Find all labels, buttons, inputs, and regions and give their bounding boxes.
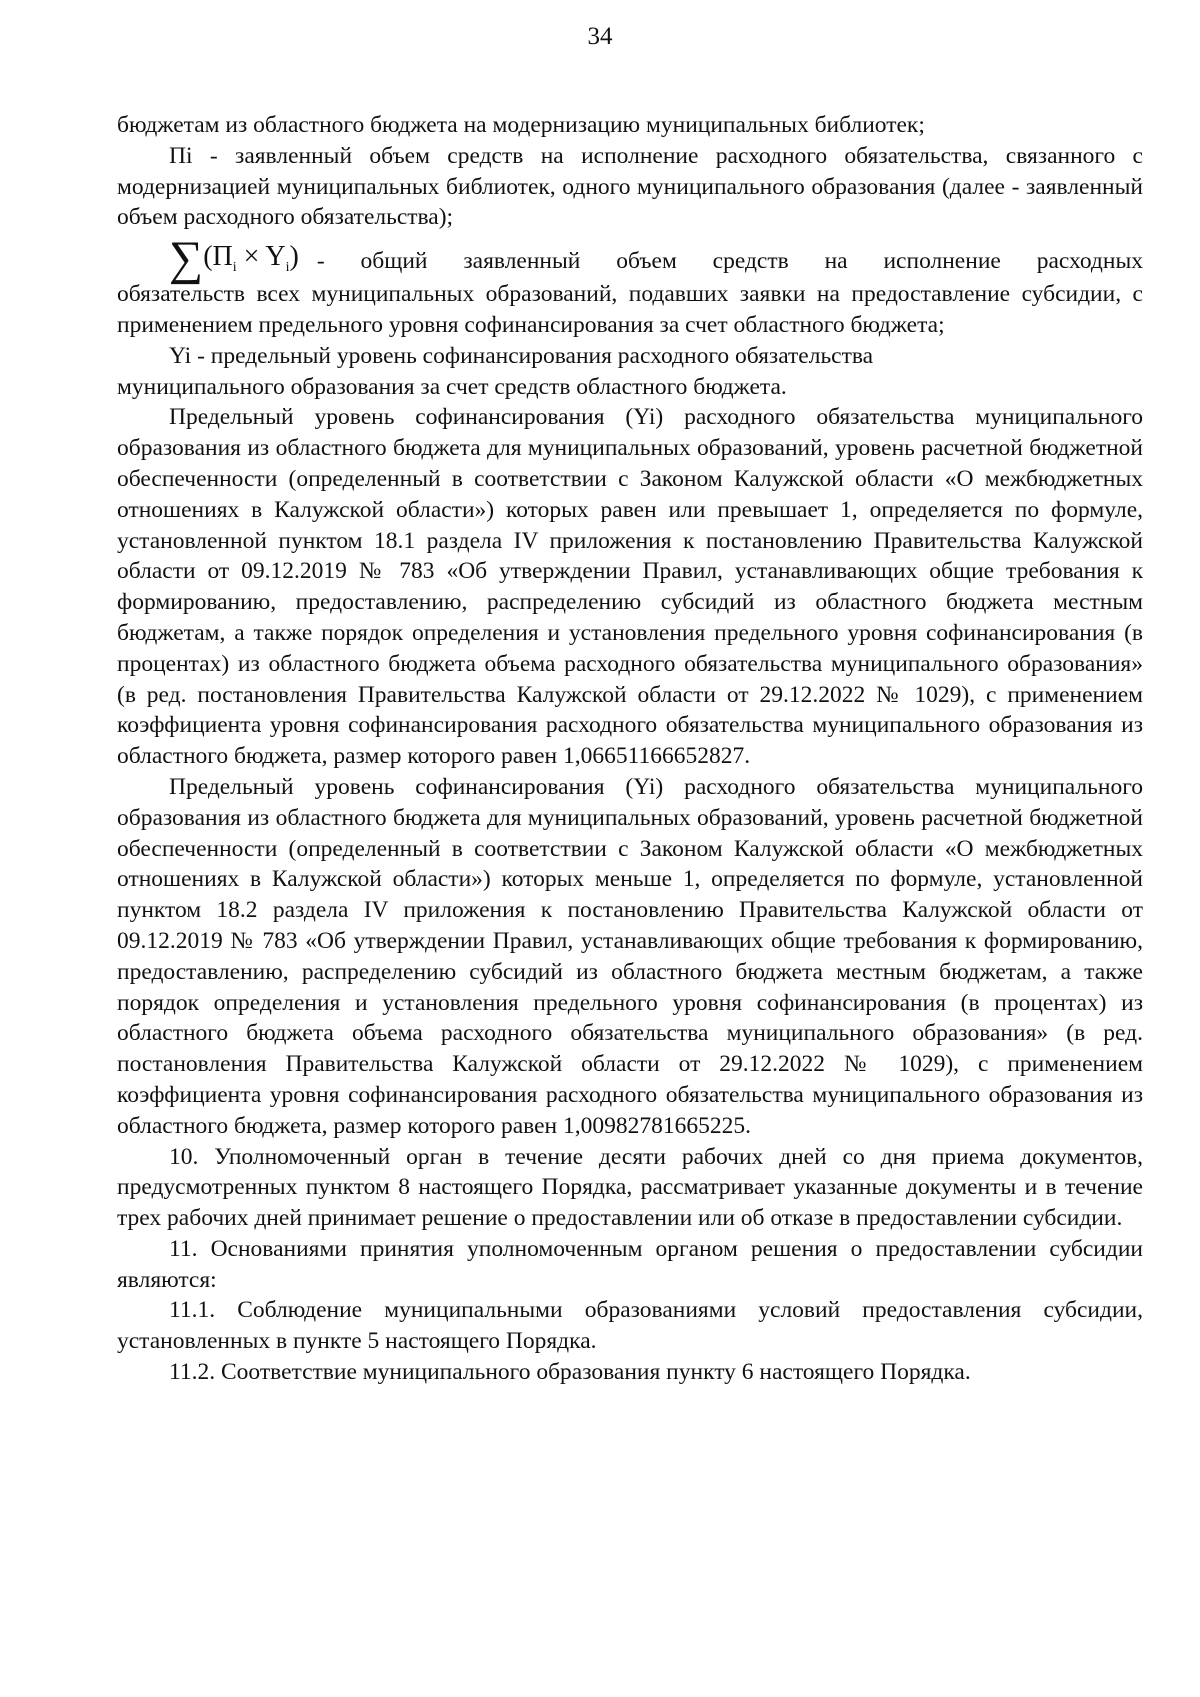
- formula-close: ): [289, 241, 299, 273]
- paragraph-limit-level-low: Предельный уровень софинансирования (Yi) расходного обязательства муниципального образования из областного бюджета для муниципальных образований, уровень расчетной бюджетной обеспеченности (определенный в соответствии с Законом Калужской области «О межбюджетных отношениях в Калужской области») которых меньше 1, определяется по формуле, установленной пунктом 18.2 раздела IV приложения к постановлению Правительства Калужской области от 09.12.2019 № 783 «Об утверждении Правил, устанавливающих общие требования к формированию, предоставлению, распределению субсидий из областного бюджета местным бюджетам, а также порядок определения и установления предельного уровня софинансирования (в процентах) из областного бюджета объема расходного обязательства муниципального образования» (в ред. постановления Правительства Калужской области от 29.12.2022 № 1029), с применением коэффициента уровня софинансирования расходного обязательства муниципального образования из областного бюджета, размер которого равен 1,00982781665225.: [117, 773, 1143, 1139]
- document-body: [117, 110, 1143, 1388]
- sigma-symbol: ∑: [169, 232, 204, 286]
- paragraph-item-10: 10. Уполномоченный орган в течение десяти рабочих дней со дня приема документов, предусмотренных пунктом 8 настоящего Порядка, рассматривает указанные документы и в течение трех рабочих дней принимает решение о предоставлении или об отказе в предоставлении субсидии.: [117, 1143, 1143, 1232]
- formula-description: - общий заявленный объем средств на исполнение расходных: [316, 248, 1143, 275]
- paragraph-item-11: 11. Основаниями принятия уполномоченным органом решения о предоставлении субсидии являются:: [117, 1235, 1143, 1293]
- formula-line: [117, 232, 1143, 286]
- formula-expression: [203, 243, 299, 275]
- formula-subscript-yi: i: [285, 260, 290, 276]
- paragraph-item-11-1: 11.1. Соблюдение муниципальными образованиями условий предоставления субсидии, установленных в пункте 5 настоящего Порядка.: [117, 1297, 1143, 1355]
- paragraph-pi-definition: Пi - заявленный объем средств на исполнение расходного обязательства, связанного с модернизацией муниципальных библиотек, одного муниципального образования (далее - заявленный объем расходного обязательства);: [117, 142, 1143, 231]
- paragraph-limit-level-high: Предельный уровень софинансирования (Yi) расходного обязательства муниципального образования из областного бюджета для муниципальных образований, уровень расчетной бюджетной обеспеченности (определенный в соответствии с Законом Калужской области «О межбюджетных отношениях в Калужской области») которых равен или превышает 1, определяется по формуле, установленной пунктом 18.1 раздела IV приложения к постановлению Правительства Калужской области от 09.12.2019 № 783 «Об утверждении Правил, устанавливающих общие требования к формированию, предоставлению, распределению субсидий из областного бюджета местным бюджетам, а также порядок определения и установления предельного уровня софинансирования (в процентах) из областного бюджета объема расходного обязательства муниципального образования» (в ред. постановления Правительства Калужской области от 29.12.2022 № 1029), с применением коэффициента уровня софинансирования расходного обязательства муниципального образования из областного бюджета, размер которого равен 1,06651166652827.: [117, 404, 1143, 770]
- formula-open: (П: [203, 241, 233, 273]
- formula-subscript-pi: i: [232, 260, 237, 276]
- page-number: 34: [587, 23, 613, 50]
- paragraph-yi-definition-first-line: Yi - предельный уровень софинансирования расходного обязательства: [169, 342, 874, 369]
- paragraph-yi-definition: муниципального образования за счет средств областного бюджета.: [117, 373, 787, 400]
- sum-formula: [169, 232, 299, 286]
- paragraph-item-11-2: 11.2. Соответствие муниципального образования пункту 6 настоящего Порядка.: [169, 1359, 971, 1386]
- paragraph-sum-definition: обязательств всех муниципальных образований, подавших заявки на предоставление субсидии, с применением предельного уровня софинансирования за счет областного бюджета;: [117, 281, 1143, 338]
- paragraph-budget-continuation: бюджетам из областного бюджета на модернизацию муниципальных библиотек;: [117, 112, 925, 138]
- formula-times: × Y: [236, 241, 286, 273]
